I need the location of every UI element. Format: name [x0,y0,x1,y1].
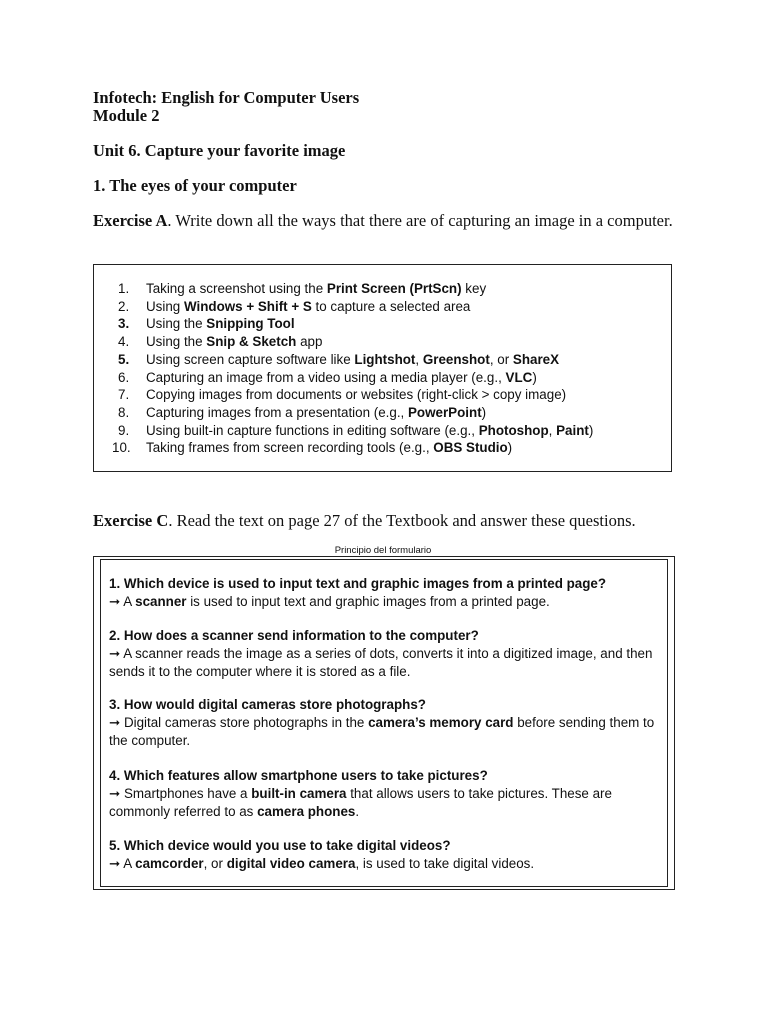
question: 1. Which device is used to input text and graphic images from a printed page? [109,576,607,591]
list-item [118,280,593,298]
list-item [118,351,593,369]
answer [109,855,661,873]
text-run: Copying images from documents or websites (right-click > copy image) [146,387,567,403]
item-text [146,333,322,351]
question: 5. Which device would you use to take digital videos? [109,838,451,853]
bold-term: OBS Studio [433,440,508,456]
bold-term: ShareX [512,351,560,367]
question: 4. Which features allow smartphone users to take pictures? [109,768,488,783]
bold-term: Snip & Sketch [206,334,297,350]
question: 2. How does a scanner send information to the computer? [109,628,479,643]
answer [109,714,661,750]
text-run: ) [532,369,537,385]
text-run: ) [507,440,513,456]
item-number: 10. [112,440,131,456]
answer [109,785,661,821]
text-run: key [461,281,487,296]
item-text [146,404,486,422]
exercise-a-instruction [93,212,673,230]
bold-term: scanner [135,594,187,609]
text-run: Using the [146,316,207,332]
bold-term: camera phones [257,804,356,819]
text-run: Taking frames from screen recording tools (e.g., [146,440,434,456]
text-run: , or [203,856,227,871]
item-text [146,280,486,298]
text-run: Using screen capture software like [146,351,355,367]
text-run: ➞ Smartphones have a [109,786,252,801]
list-item [118,386,593,404]
list-item [118,333,593,351]
form-top-label: Principio del formulario [334,545,432,556]
text-run: ) [588,422,594,438]
bold-term: Greenshot [422,351,490,367]
item-text [146,315,295,333]
item-number: 5. [118,351,130,367]
list-item [118,404,593,422]
answer [109,645,661,681]
item-text [146,298,470,316]
text-run: to capture a selected area [311,298,471,314]
bold-term: PowerPoint [408,404,482,420]
text-run: ➞ A scanner reads the image as a series of dots, converts it into a digitized image, and then sends it to the computer where it is stored as a file. [109,646,653,679]
qa-item [109,837,661,873]
item-number: 1. [118,281,130,296]
document-title: Infotech: English for Computer Users [93,88,360,107]
list-item [118,315,593,333]
qa-item [109,696,661,750]
text-run: app [296,334,323,350]
exercise-c-label: Exercise C [93,511,169,530]
qa-item [109,627,661,681]
bold-term: Print Screen (PrtScn) [326,281,462,296]
bold-term: Photoshop [478,422,549,438]
text-run: . [355,804,360,819]
text-run: Using the [146,334,207,350]
text-run: ➞ A [109,856,136,871]
text-run: ) [481,404,487,420]
text-run: ➞ A [109,594,136,609]
text-run: Capturing an image from a video using a media player (e.g., [146,369,506,385]
item-number: 6. [118,369,130,385]
item-text [146,386,566,404]
text-run: ➞ Digital cameras store photographs in the [109,715,369,730]
text-run: is used to input text and graphic images from a printed page. [186,594,550,609]
text-run: Using [146,298,184,314]
item-number: 4. [118,334,130,350]
bold-term: built-in camera [251,786,347,801]
text-run: , [415,351,423,367]
answer-frame [100,559,668,887]
list-item [112,439,593,457]
exercise-c-answer-box [93,556,675,890]
module-label: Module 2 [93,106,160,125]
text-run: , [548,422,557,438]
item-number: 8. [118,404,130,420]
bold-term: Lightshot [354,351,416,367]
qa-item [109,767,661,821]
item-number: 7. [118,387,130,403]
bold-term: Windows + Shift + S [183,298,312,314]
bold-term: camera’s memory card [368,715,514,730]
item-number: 9. [118,422,130,438]
item-number: 2. [118,298,130,314]
text-run: , or [489,351,513,367]
text-run: Taking a screenshot using the [146,281,327,296]
item-text [146,439,512,457]
text-run: Capturing images from a presentation (e.g., [146,404,408,420]
item-text [146,369,537,387]
list-item [118,422,593,440]
text-run: that allows users to take pictures. These are commonly referred to as [109,786,612,819]
section-heading: 1. The eyes of your computer [93,176,297,195]
bold-term: Paint [556,422,589,438]
bold-term: digital video camera [226,856,356,871]
exercise-c-text: . Read the text on page 27 of the Textbook and answer these questions. [168,511,636,530]
exercise-a-label: Exercise A [93,211,168,230]
exercise-c-instruction [93,512,673,530]
item-number: 3. [118,316,130,332]
bold-term: Snipping Tool [206,316,295,332]
answer [109,593,661,611]
exercise-a-answer-box [93,264,672,472]
list-item [118,369,593,387]
text-run: before sending them to the computer. [109,715,655,748]
item-text [146,422,593,440]
qa-item [109,575,661,611]
text-run: Using built-in capture functions in editing software (e.g., [146,422,479,438]
bold-term: VLC [505,369,533,385]
exercise-a-text: . Write down all the ways that there are of capturing an image in a computer. [167,211,673,230]
list-item [118,298,593,316]
item-text [146,351,559,369]
capture-methods-list [112,280,594,457]
question: 3. How would digital cameras store photographs? [109,697,426,712]
unit-heading: Unit 6. Capture your favorite image [93,141,346,160]
text-run: , is used to take digital videos. [355,856,535,871]
bold-term: camcorder [135,856,204,871]
